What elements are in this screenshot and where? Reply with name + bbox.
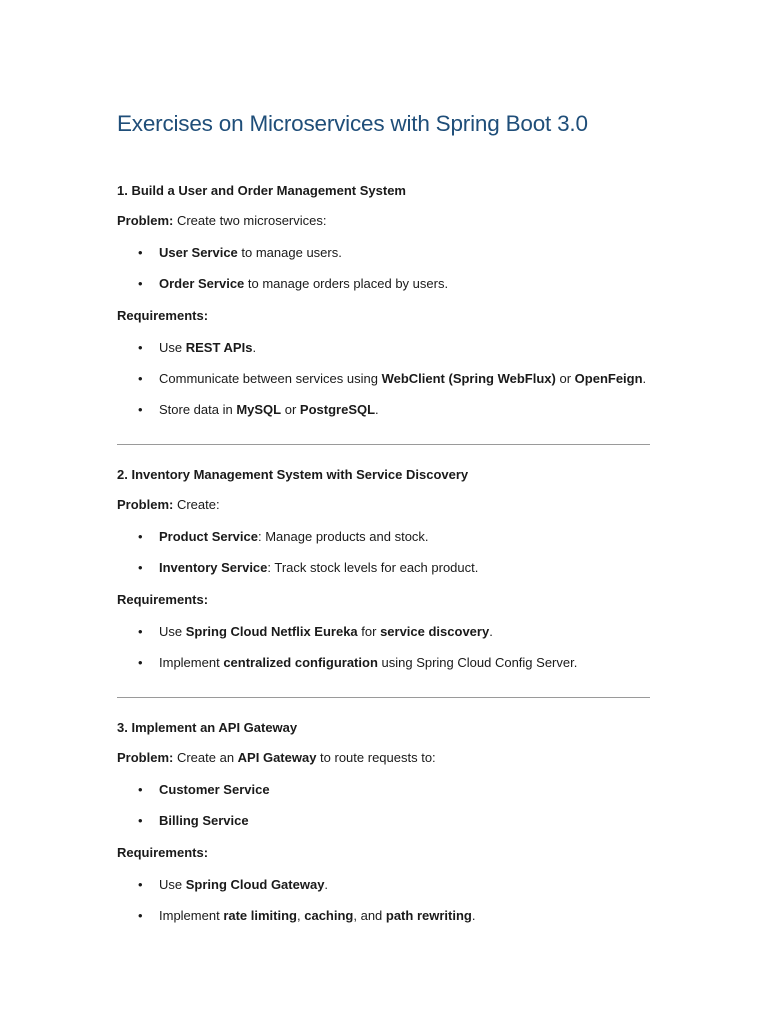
item-text: Store data in [159,402,237,417]
item-text: or [555,371,575,386]
item-text: . [252,340,257,355]
problem-text: Create two microservices: [173,213,327,228]
list-item [117,810,650,831]
item-text: Communicate between services using [159,371,382,386]
item-text: using Spring Cloud Config Server. [377,655,578,670]
section [117,182,650,420]
bold-term: PostgreSQL [299,402,376,417]
list-item [117,337,650,358]
item-text: , [297,908,305,923]
item-text: to manage orders placed by users. [244,276,449,291]
item-text: . [471,908,476,923]
section-divider [117,697,650,698]
bold-term: Customer Service [159,782,270,797]
bold-term: rate limiting [223,908,297,923]
requirements-list [117,337,650,420]
problem-label: Problem: [117,497,174,512]
bold-term: Billing Service [159,813,249,828]
item-text: for [357,624,381,639]
requirements-label: Requirements: [117,845,209,860]
item-text: . [642,371,647,386]
bold-term: Spring Cloud Netflix Eureka [185,624,358,639]
list-item [117,905,650,926]
list-item [117,874,650,895]
item-text: Use [159,877,186,892]
list-item [117,399,650,420]
item-text: , and [353,908,386,923]
section [117,466,650,673]
list-item [117,368,650,389]
bold-term: centralized configuration [223,655,378,670]
section-heading: 2. Inventory Management System with Service Discovery [117,467,469,482]
list-item [117,242,650,263]
item-text: . [489,624,493,639]
bold-term: MySQL [236,402,282,417]
bullet-glyph: • [138,877,143,892]
item-text: . [324,877,329,892]
problem-label: Problem: [117,213,174,228]
problem-paragraph [117,749,650,766]
item-text: Use [159,624,186,639]
bold-term: caching [304,908,354,923]
item-text: : Track stock levels for each product. [267,560,479,575]
bold-term: service discovery [380,624,490,639]
item-text: or [281,402,300,417]
bold-term: OpenFeign [574,371,643,386]
problem-text: to route requests to: [316,750,436,765]
list-item [117,557,650,578]
section-divider [117,444,650,445]
problem-label: Problem: [117,750,174,765]
problem-text: Create an [173,750,238,765]
bold-term: WebClient (Spring WebFlux) [381,371,556,386]
item-text: Implement [159,908,224,923]
requirements-list [117,621,650,673]
section-heading: 1. Build a User and Order Management System [117,183,406,198]
bullet-glyph: • [138,402,143,417]
item-text: to manage users. [237,245,342,260]
bold-term: path rewriting [385,908,472,923]
bullet-glyph: • [138,655,143,670]
bullet-glyph: • [138,245,143,260]
bullet-glyph: • [138,908,143,923]
requirements-list [117,874,650,926]
requirements-label: Requirements: [117,592,209,607]
bold-term: Inventory Service [159,560,268,575]
bullet-glyph: • [138,782,143,797]
list-item [117,273,650,294]
problem-paragraph [117,496,650,513]
list-item [117,779,650,800]
bold-term: Product Service [159,529,258,544]
sections-container [117,182,650,926]
bold-term: User Service [159,245,238,260]
document-page [117,108,650,939]
list-item [117,526,650,547]
problem-list [117,779,650,831]
bold-term: Order Service [159,276,245,291]
list-item [117,652,650,673]
bullet-glyph: • [138,624,143,639]
document-title: Exercises on Microservices with Spring Boot 3.0 [117,111,588,136]
item-text: Use [159,340,186,355]
item-text: . [375,402,379,417]
bullet-glyph: • [138,276,143,291]
item-text: : Manage products and stock. [258,529,429,544]
section [117,719,650,926]
bold-term: Spring Cloud Gateway [185,877,325,892]
bold-term: REST APIs [185,340,253,355]
bullet-glyph: • [138,529,143,544]
problem-list [117,242,650,294]
section-heading: 3. Implement an API Gateway [117,720,298,735]
problem-text: Create: [173,497,220,512]
bullet-glyph: • [138,340,143,355]
problem-list [117,526,650,578]
item-text: Implement [159,655,224,670]
problem-paragraph [117,212,650,229]
requirements-label: Requirements: [117,308,209,323]
list-item [117,621,650,642]
bullet-glyph: • [138,560,143,575]
bullet-glyph: • [138,813,143,828]
bullet-glyph: • [138,371,143,386]
bold-term: API Gateway [237,750,317,765]
